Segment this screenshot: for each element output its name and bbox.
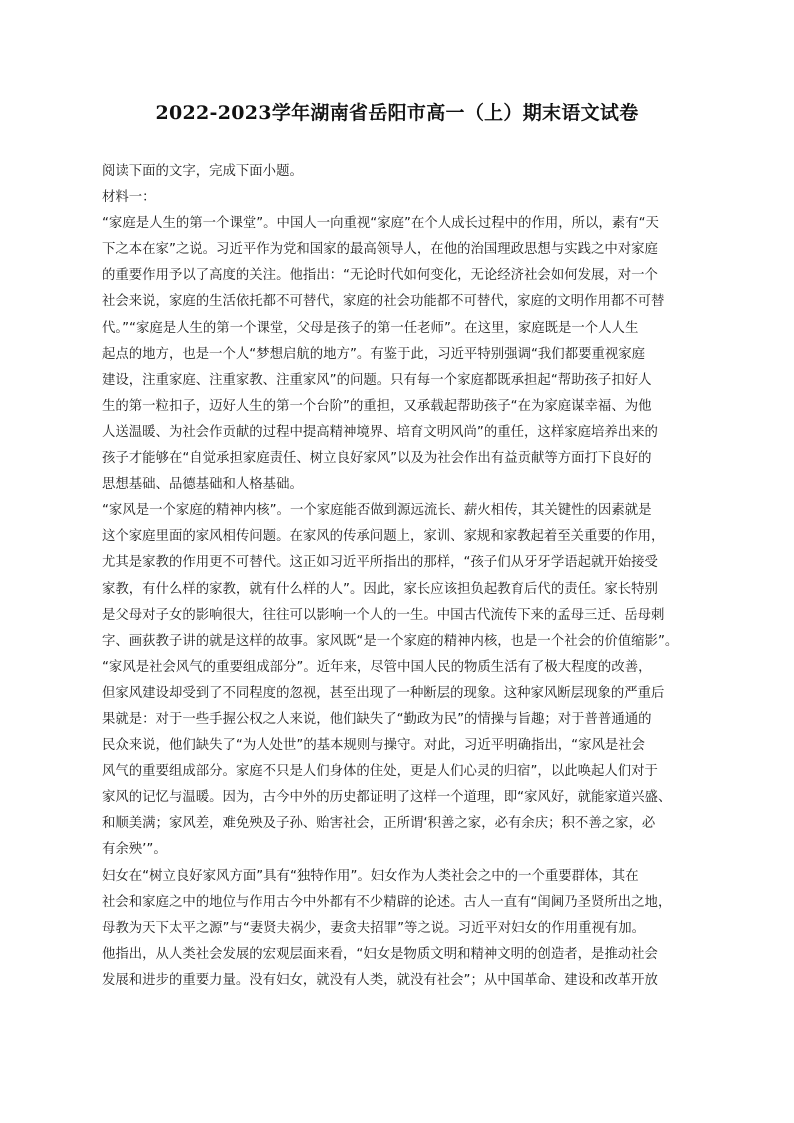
text-line: 民众来说，他们缺失了“为人处世”的基本规则与操守。对此，习近平明确指出，“家风是社会 — [102, 738, 646, 754]
text-line: 材料一： — [102, 190, 156, 206]
text-line: 代。”“家庭是人生的第一个课堂，父母是孩子的第一任老师”。在这里，家庭既是一个人人生 — [102, 320, 639, 336]
text-line: 是父母对子女的影响很大，往往可以影响一个人的一生。中国古代流传下来的孟母三迁、岳母刺 — [102, 607, 665, 623]
text-line: 社会和家庭之中的地位与作用古今中外都有不少精辟的论述。古人一直有“闺阃乃圣贤所出之地， — [102, 894, 672, 910]
text-line: 风气的重要组成部分。家庭不只是人们身体的住处，更是人们心灵的归宿”，以此唤起人们对于 — [102, 764, 658, 780]
text-line: 人送温暖、为社会作贡献的过程中提高精神境界、培育文明风尚”的重任，这样家庭培养出来的 — [102, 424, 658, 440]
text-line: 但家风建设却受到了不同程度的忽视，甚至出现了一种断层的现象。这种家风断层现象的严重后 — [102, 685, 665, 701]
text-line: 孩子才能够在“自觉承担家庭责任、树立良好家风”以及为社会作出有益贡献等方面打下良好的 — [102, 451, 652, 467]
text-line: 下之本在家”之说。习近平作为党和国家的最高领导人，在他的治国理政思想与实践之中对家庭 — [102, 242, 658, 258]
text-line: 他指出，从人类社会发展的宏观层面来看，“妇女是物质文明和精神文明的创造者，是推动社会 — [102, 946, 658, 962]
text-line: 妇女在“树立良好家风方面”具有“独特作用”。妇女作为人类社会之中的一个重要群体，其在 — [102, 868, 639, 884]
text-line: 阅读下面的文字，完成下面小题。 — [102, 164, 303, 179]
text-line: 果就是：对于一些手握公权之人来说，他们缺失了“勤政为民”的情操与旨趣；对于普普通通的 — [102, 711, 652, 727]
text-line: 家教，有什么样的家教，就有什么样的人”。因此，家长应该担负起教育后代的责任。家长特别 — [102, 581, 658, 597]
text-line: 建设，注重家庭、注重家教、注重家风”的问题。只有每一个家庭都既承担起“帮助孩子扣好人 — [102, 372, 652, 388]
document-body — [102, 159, 694, 1046]
text-line: 母教为天下太平之源”与“妻贤夫祸少，妻贪夫招罪”等之说。习近平对妇女的作用重视有加。 — [102, 920, 646, 936]
text-line: 的重要作用予以了高度的关注。他指出：“无论时代如何变化，无论经济社会如何发展，对一个 — [102, 268, 658, 284]
text-line: 发展和进步的重要力量。没有妇女，就没有人类，就没有社会”；从中国革命、建设和改革开放 — [102, 972, 658, 988]
text-line: 尤其是家教的作用更不可替代。这正如习近平所指出的那样，“孩子们从牙牙学语起就开始接受 — [102, 555, 658, 571]
text-line — [102, 994, 694, 1020]
text-line — [102, 1020, 694, 1046]
document-title: 2022-2023学年湖南省岳阳市高一（上）期末语文试卷 — [155, 102, 639, 124]
text-line: 字、画荻教子讲的就是这样的故事。家风既“是一个家庭的精神内核，也是一个社会的价值缩影”。 — [102, 633, 679, 649]
text-line: 有余殃’”。 — [102, 842, 167, 858]
text-line: 这个家庭里面的家风相传问题。在家风的传承问题上，家训、家规和家教起着至关重要的作用， — [102, 529, 665, 545]
text-line: 社会来说，家庭的生活依托都不可替代，家庭的社会功能都不可替代，家庭的文明作用都不可替 — [102, 294, 665, 310]
text-line: “家风是社会风气的重要组成部分”。近年来，尽管中国人民的物质生活有了极大程度的改善， — [102, 659, 652, 675]
text-line: 和顺美满；家风差，难免殃及子孙、贻害社会，正所谓‘积善之家，必有余庆；积不善之家，必 — [102, 816, 656, 832]
text-line: 家风的记忆与温暖。因为，古今中外的历史都证明了这样一个道理，即“家风好，就能家道兴盛、 — [102, 790, 672, 806]
text-line: 生的第一粒扣子，迈好人生的第一个台阶”的重担，又承载起帮助孩子“在为家庭谋幸福、为他 — [102, 398, 652, 414]
text-line: 起点的地方，也是一个人“梦想启航的地方”。有鉴于此，习近平特别强调“我们都要重视家庭 — [102, 346, 646, 362]
text-line: “家庭是人生的第一个课堂”。中国人一向重视“家庭”在个人成长过程中的作用，所以，素有“天 — [102, 216, 659, 232]
text-line: 思想基础、品德基础和人格基础。 — [102, 477, 303, 493]
text-line: “家风是一个家庭的精神内核”。一个家庭能否做到源远流长、薪火相传，其关键性的因素就是 — [102, 503, 652, 519]
